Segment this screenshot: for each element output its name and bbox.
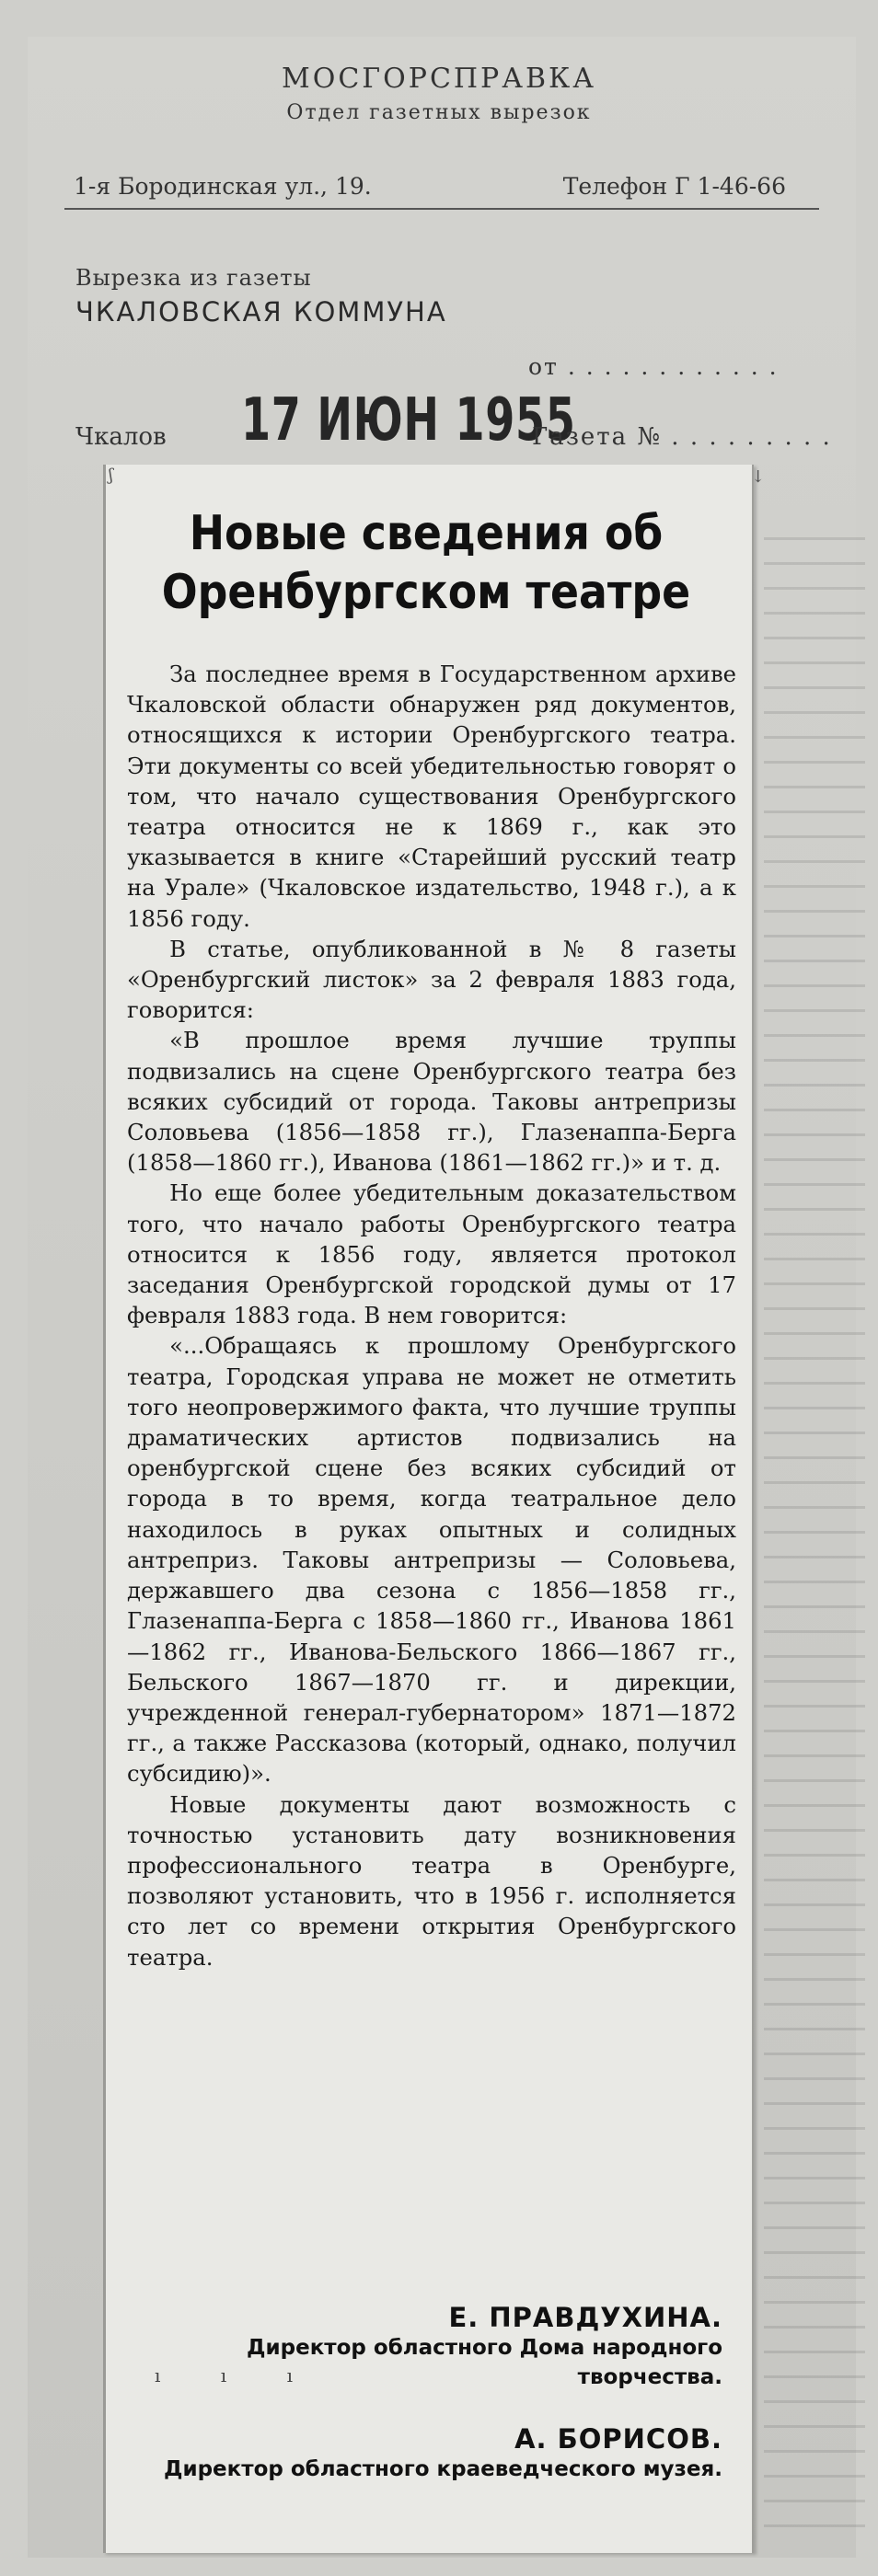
- agency-name: МОСГОРСПРАВКА: [282, 63, 596, 95]
- signatory-title: Директор областного Дома народного творчества.: [247, 2336, 722, 2389]
- date-stamp: 17 ИЮН 1955: [241, 386, 576, 454]
- article-paragraph: Но еще более убедительным доказательством того, что начало работы Оренбургского театра относится к 1856 году, является протокол заседания Оренбургской городской думы от 17 февраля 1883 года. В нем говорится:: [127, 1179, 736, 1329]
- cut-mark-left: ʃ: [109, 466, 113, 485]
- article-quote: «...Обращаясь к прошлому Оренбургского театра, Городская управа не может не отметить того неопровержимого факта, что лучшие труппы драматических артистов подвизались на оренбургской сцене без всяких субсидий от города в то время, когда театральное дело находилось в руках опытных и солидных антреприз. Таковы антрепризы — Соловьева, державшего два сезона с 1856—1858 гг., Глазенаппа-Берга с 1858—1860 гг., Иванова 1861—1862 гг., Иванова-Бельского 1866—1867 гг., Бельского 1867—1870 гг. и дирекции, учрежденной генерал-губернатором» 1871—1872 гг., а также Рассказова (который, однако, получил субсидию)».: [127, 1332, 736, 1788]
- article-paragraph: За последнее время в Государственном архиве Чкаловской области обнаружен ряд документов, относящихся к истории Оренбургского театра. Эти документы со всей убедительностью говорят о том, что начало существования Оренбургского театра относится не к 1869 г., как это указывается в книге «Старейший русский театр на Урале» (Чкаловское издательство, 1948 г.), а к 1856 году.: [127, 661, 736, 932]
- from-date-line: от . . . . . . . . . . . .: [528, 353, 779, 380]
- article-quote: «В прошлое время лучшие труппы подвизались на сцене Оренбургского театра без всяких субсидий от города. Таковы антрепризы Соловьева (1856—1858 гг.), Глазенаппа-Берга (1858—1860 гг.), Иванова (1861—1862 гг.)» и т. д.: [127, 1027, 736, 1177]
- header-divider: [64, 208, 819, 210]
- issue-number-line: Газета № . . . . . . . . .: [532, 423, 832, 451]
- signature-block-2: [129, 2423, 722, 2484]
- article-body: [127, 659, 736, 1972]
- signatory-name: А. БОРИСОВ.: [514, 2423, 722, 2455]
- clipping-label: Вырезка из газеты: [75, 265, 312, 291]
- column-rule-ticks: ı ı ı: [155, 2364, 293, 2386]
- agency-address: 1-я Бородинская ул., 19.: [74, 173, 372, 200]
- agency-department: Отдел газетных вырезок: [286, 101, 592, 124]
- article-paragraph: В статье, опубликованной в № 8 газеты «Оренбургский листок» за 2 февраля 1883 года, говорится:: [127, 935, 736, 1024]
- agency-phone: Телефон Г 1-46-66: [562, 173, 786, 200]
- article-paragraph: Новые документы дают возможность с точностью установить дату возникновения профессионального театра в Оренбурге, позволяют установить, что в 1956 г. исполняется сто лет со времени открытия Оренбургского театра.: [127, 1790, 736, 1971]
- newspaper-name: ЧКАЛОВСКАЯ КОММУНА: [75, 296, 447, 328]
- article-headline: Новые сведения об Оренбургском театре: [161, 506, 691, 620]
- cut-mark-right: ↓: [751, 467, 766, 487]
- city-field: Чкалов: [75, 423, 167, 451]
- bleed-through-text: [764, 515, 865, 2539]
- signatory-name: Е. ПРАВДУХИНА.: [448, 2302, 722, 2333]
- signatory-title: Директор областного краеведческого музея.: [163, 2457, 722, 2481]
